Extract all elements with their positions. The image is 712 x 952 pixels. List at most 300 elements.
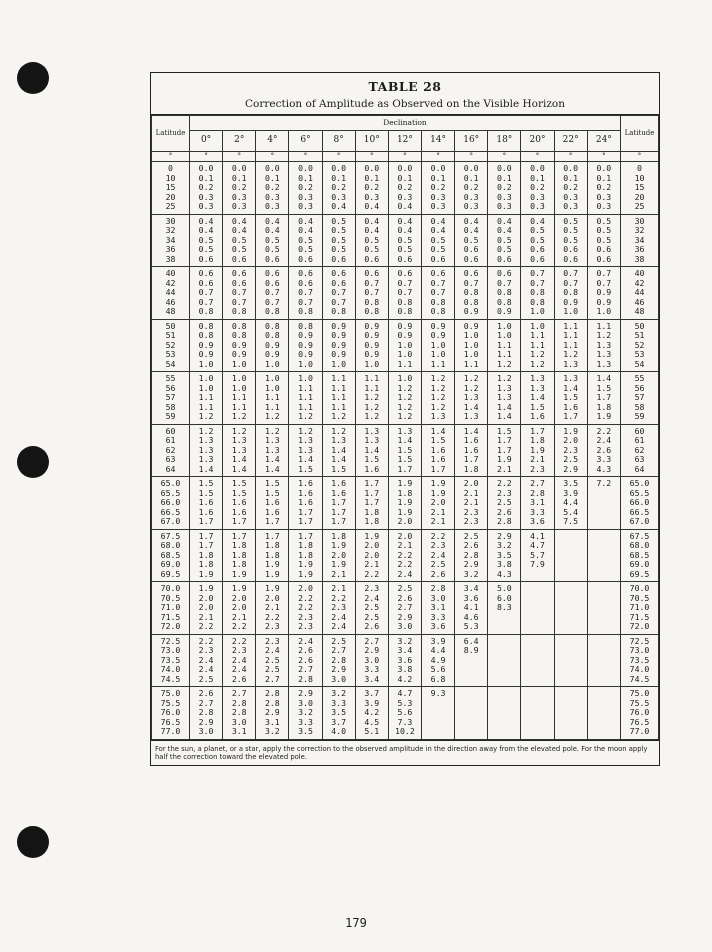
degree-mark: ° <box>421 152 454 162</box>
correction-cell-line: 0.2 <box>563 182 579 192</box>
correction-cell-line: 1.2 <box>430 392 446 402</box>
correction-cell <box>289 529 322 582</box>
correction-cell-line: 0.6 <box>331 277 347 288</box>
correction-cell <box>455 424 488 477</box>
correction-cell-line: 0.2 <box>430 182 446 192</box>
correction-cell-line: 0.7 <box>397 277 413 288</box>
correction-cell-line: 1.0 <box>231 358 247 369</box>
correction-cell-line: 1.5 <box>198 487 214 498</box>
latitude-cell-line: 66.5 <box>160 506 181 517</box>
latitude-cell <box>152 582 190 635</box>
latitude-cell-right-line: 0 <box>637 163 642 173</box>
correction-cell <box>388 319 421 372</box>
correction-cell-line: 2.6 <box>596 444 612 455</box>
correction-cell-line: 2.0 <box>298 583 313 593</box>
correction-cell <box>455 319 488 372</box>
correction-cell-line: 0.8 <box>298 320 313 331</box>
correction-cell-line: 1.4 <box>397 435 413 445</box>
correction-cell-line <box>555 622 587 632</box>
correction-cell-line: 0.3 <box>563 191 579 202</box>
table-row-group <box>152 477 659 530</box>
correction-cell-line: 2.1 <box>430 506 446 517</box>
correction-cell-line: 0.4 <box>231 215 247 226</box>
correction-cell-line: 1.9 <box>231 568 247 579</box>
correction-cell-line: 2.5 <box>198 673 214 684</box>
correction-cell <box>587 582 620 635</box>
correction-cell <box>587 372 620 425</box>
correction-cell-line: 1.1 <box>298 401 313 412</box>
correction-cell <box>223 372 256 425</box>
correction-cell-line: 1.7 <box>364 497 380 507</box>
correction-cell-line: 0.7 <box>463 277 479 288</box>
correction-cell-line: 0.8 <box>231 306 247 316</box>
correction-cell <box>256 267 289 320</box>
correction-cell-line: 2.0 <box>430 497 446 507</box>
latitude-cell-right-line: 48 <box>634 306 645 316</box>
correction-cell-line: 1.2 <box>397 411 413 421</box>
latitude-cell-right-line: 62 <box>634 444 645 455</box>
correction-cell-line: 1.1 <box>397 358 413 369</box>
correction-cell-line: 0.6 <box>198 268 214 278</box>
correction-cell-line: 2.2 <box>298 602 313 612</box>
correction-cell-line: 1.9 <box>198 583 214 593</box>
correction-cell <box>289 267 322 320</box>
correction-cell-line: 7.3 <box>397 716 413 727</box>
correction-cell-line: 0.5 <box>331 234 347 245</box>
correction-cell-line: 1.2 <box>364 401 380 412</box>
correction-cell-line: 1.3 <box>530 382 545 393</box>
correction-cell-line: 0.8 <box>298 306 313 316</box>
correction-cell-line: 2.3 <box>298 611 313 622</box>
table-row-group <box>152 319 659 372</box>
correction-cell-line: 3.7 <box>331 716 347 727</box>
correction-cell-line: 1.4 <box>264 463 280 474</box>
latitude-cell-right-line: 44 <box>634 287 645 297</box>
correction-cell-line: 1.3 <box>397 425 413 436</box>
correction-cell <box>587 529 620 582</box>
correction-cell-line: 1.7 <box>264 516 280 526</box>
latitude-cell-right-line: 73.0 <box>629 645 650 655</box>
correction-cell-line: 1.7 <box>198 540 214 550</box>
latitude-cell-line: 73.0 <box>160 645 181 655</box>
correction-cell-line: 2.4 <box>264 645 280 655</box>
correction-cell-line: 0.6 <box>231 268 247 278</box>
correction-cell-line: 4.3 <box>496 568 512 579</box>
correction-cell-line: 0.5 <box>596 215 612 226</box>
correction-cell-line: 2.2 <box>596 425 612 436</box>
degree-mark: ° <box>621 152 659 162</box>
correction-cell-line: 0.5 <box>430 244 446 254</box>
latitude-cell-line: 75.0 <box>160 688 181 698</box>
correction-cell-line: 0.3 <box>463 191 479 202</box>
latitude-cell-line: 32 <box>165 225 176 235</box>
correction-cell <box>355 267 388 320</box>
correction-cell-line: 1.7 <box>331 506 347 517</box>
correction-cell-line: 3.2 <box>397 635 413 646</box>
correction-cell-line: 1.9 <box>596 411 612 421</box>
correction-cell-line: 2.3 <box>430 540 446 550</box>
correction-cell-line: 2.7 <box>364 635 380 646</box>
correction-cell <box>289 687 322 740</box>
correction-cell <box>554 477 587 530</box>
correction-cell-line: 3.3 <box>530 506 545 517</box>
correction-cell <box>223 424 256 477</box>
correction-cell <box>587 634 620 687</box>
correction-cell-line: 1.1 <box>331 401 347 412</box>
correction-cell-line: 3.3 <box>331 697 347 708</box>
correction-cell-line: 1.8 <box>264 549 280 560</box>
latitude-cell-right-line: 15 <box>634 182 645 192</box>
correction-cell-line: 0.4 <box>397 215 413 226</box>
correction-cell <box>322 529 355 582</box>
latitude-cell-line: 72.5 <box>160 635 181 646</box>
correction-cell-line: 1.7 <box>231 530 247 541</box>
correction-cell-line: 1.1 <box>530 339 545 350</box>
correction-cell-line: 1.3 <box>264 435 280 445</box>
correction-cell-line: 2.2 <box>231 621 247 631</box>
correction-cell-line: 1.0 <box>264 373 280 383</box>
correction-cell-line: 0.5 <box>264 244 280 254</box>
degree-mark: ° <box>455 152 488 162</box>
correction-cell-line: 3.4 <box>463 583 479 593</box>
correction-cell-line: 2.7 <box>331 645 347 655</box>
correction-cell-line: 1.8 <box>397 487 413 498</box>
correction-cell-line: 0.3 <box>198 201 214 211</box>
correction-cell <box>190 424 223 477</box>
table-row-group <box>152 267 659 320</box>
latitude-cell-line: 58 <box>165 401 176 412</box>
table-subtitle: Correction of Amplitude as Observed on the Visible Horizon <box>245 98 565 110</box>
latitude-cell-right <box>621 582 659 635</box>
correction-cell-line: 0.6 <box>331 253 347 264</box>
correction-cell-line: 1.8 <box>198 559 214 569</box>
correction-cell-line: 1.1 <box>298 392 313 402</box>
latitude-cell-right-line: 30 <box>634 215 645 226</box>
correction-cell-line: 1.9 <box>264 559 280 569</box>
correction-cell-line: 1.1 <box>530 330 545 340</box>
declination-column-header: 8° <box>322 131 355 152</box>
binder-hole-top <box>17 62 49 94</box>
correction-cell-line: 3.2 <box>264 726 280 736</box>
correction-cell-line: 0.7 <box>430 287 446 297</box>
correction-cell-line: 0.5 <box>496 234 512 245</box>
correction-cell-line: 0.2 <box>331 182 347 192</box>
latitude-cell-line: 76.0 <box>160 707 181 717</box>
correction-cell-line <box>555 727 587 737</box>
correction-cell-line <box>521 570 553 580</box>
latitude-cell-right <box>621 372 659 425</box>
latitude-cell-right-line: 74.0 <box>629 664 650 674</box>
correction-cell-line: 0.1 <box>563 172 579 183</box>
correction-cell <box>289 162 322 215</box>
correction-cell-line: 1.2 <box>198 411 214 421</box>
correction-cell-line: 0.9 <box>364 339 380 350</box>
correction-cell-line: 1.4 <box>298 454 313 464</box>
correction-cell-line: 2.4 <box>596 435 612 445</box>
correction-cell-line <box>521 675 553 685</box>
correction-cell-line: 1.0 <box>563 306 579 316</box>
correction-cell <box>289 214 322 267</box>
correction-cell-line: 1.6 <box>430 444 446 455</box>
table-row-group <box>152 214 659 267</box>
correction-cell-line: 0.5 <box>298 244 313 254</box>
correction-cell-line: 0.2 <box>530 182 545 192</box>
correction-cell-line: 1.0 <box>496 320 512 331</box>
latitude-cell-right-line: 32 <box>634 225 645 235</box>
correction-cell <box>421 582 454 635</box>
correction-cell-line: 0.9 <box>563 296 579 307</box>
correction-cell-line: 2.3 <box>264 635 280 646</box>
footnote: For the sun, a planet, or a star, apply the correction to the observed amplitude in the direction away from the elevated pole. For the moon apply half the correction toward the elevated pole. <box>151 740 659 765</box>
correction-cell-line: 0.3 <box>430 201 446 211</box>
latitude-cell-line: 40 <box>165 268 176 278</box>
correction-cell-line: 1.5 <box>264 487 280 498</box>
correction-cell-line: 1.9 <box>264 583 280 593</box>
correction-cell-line: 2.8 <box>530 487 545 498</box>
latitude-cell-right <box>621 477 659 530</box>
correction-cell-line: 2.4 <box>331 611 347 622</box>
correction-cell-line: 1.2 <box>231 411 247 421</box>
correction-cell-line: 0.1 <box>463 172 479 183</box>
degree-mark: ° <box>152 152 190 162</box>
correction-cell-line: 2.0 <box>264 592 280 603</box>
correction-cell-line: 0.5 <box>364 234 380 245</box>
correction-cell-line: 1.7 <box>264 530 280 541</box>
correction-cell-line: 2.3 <box>563 444 579 455</box>
latitude-cell-right-line: 34 <box>634 234 645 245</box>
correction-cell-line: 1.5 <box>397 454 413 464</box>
correction-cell-line: 1.1 <box>496 349 512 359</box>
correction-cell <box>256 529 289 582</box>
latitude-cell-line: 69.0 <box>160 559 181 569</box>
correction-cell-line: 0.4 <box>264 215 280 226</box>
latitude-cell-right <box>621 424 659 477</box>
correction-cell-line: 1.0 <box>397 339 413 350</box>
correction-cell-line: 1.7 <box>364 478 380 488</box>
correction-cell <box>289 372 322 425</box>
correction-cell-line: 3.0 <box>231 716 247 727</box>
correction-cell-line: 0.3 <box>298 201 313 211</box>
correction-cell-line: 0.7 <box>264 296 280 307</box>
correction-cell-line: 2.8 <box>430 583 446 593</box>
correction-cell-line: 0.8 <box>430 306 446 316</box>
correction-cell-line: 0.5 <box>463 234 479 245</box>
correction-cell-line: 2.0 <box>231 602 247 612</box>
correction-cell <box>421 424 454 477</box>
correction-cell-line: 2.4 <box>198 654 214 665</box>
correction-cell-line: 1.3 <box>364 425 380 436</box>
latitude-cell-line: 44 <box>165 287 176 297</box>
correction-cell-line: 0.9 <box>496 306 512 316</box>
latitude-cell-line: 71.5 <box>160 611 181 622</box>
latitude-cell-line: 15 <box>165 182 176 192</box>
correction-cell-line: 0.1 <box>430 172 446 183</box>
latitude-cell-line: 54 <box>165 358 176 369</box>
correction-cell-line: 1.8 <box>596 401 612 412</box>
correction-cell-line: 0.5 <box>198 244 214 254</box>
correction-cell-line: 0.7 <box>364 277 380 288</box>
correction-cell-line: 3.1 <box>231 726 247 736</box>
correction-cell-line: 1.2 <box>331 411 347 421</box>
correction-cell-line: 4.1 <box>463 602 479 612</box>
latitude-cell <box>152 634 190 687</box>
correction-cell <box>388 529 421 582</box>
declination-column-header: 12° <box>388 131 421 152</box>
table-row-group <box>152 687 659 740</box>
correction-cell-line: 0.9 <box>331 330 347 340</box>
correction-cell <box>289 477 322 530</box>
correction-cell-line <box>455 675 487 685</box>
correction-cell-line: 0.8 <box>430 296 446 307</box>
correction-cell-line: 2.5 <box>397 583 413 593</box>
correction-cell-line: 0.0 <box>264 163 280 173</box>
correction-cell-line: 0.2 <box>264 182 280 192</box>
latitude-cell-right-line: 67.5 <box>629 530 650 541</box>
correction-cell-line: 0.0 <box>231 163 247 173</box>
correction-cell-line: 9.3 <box>430 688 446 698</box>
correction-cell-line: 1.1 <box>198 392 214 402</box>
correction-cell-line: 2.1 <box>430 516 446 526</box>
correction-cell-line: 1.0 <box>198 358 214 369</box>
degree-mark: ° <box>521 152 554 162</box>
correction-cell <box>521 162 554 215</box>
correction-cell-line: 1.4 <box>496 401 512 412</box>
correction-cell-line: 0.0 <box>430 163 446 173</box>
table-title: TABLE 28 <box>368 79 442 94</box>
correction-cell-line: 0.0 <box>496 163 512 173</box>
latitude-cell-line: 55 <box>165 373 176 383</box>
degree-mark: ° <box>289 152 322 162</box>
correction-cell-line: 1.8 <box>298 540 313 550</box>
correction-cell-line: 7.5 <box>563 516 579 526</box>
latitude-cell-right-line: 61 <box>634 435 645 445</box>
correction-cell <box>488 162 521 215</box>
latitude-cell-right-line: 56 <box>634 382 645 393</box>
correction-cell-line: 1.5 <box>264 478 280 488</box>
correction-cell-line: 1.1 <box>264 392 280 402</box>
correction-cell-line: 4.9 <box>430 654 446 665</box>
correction-cell-line: 1.3 <box>364 435 380 445</box>
declination-header: Declination <box>190 116 621 131</box>
correction-cell-line: 1.9 <box>563 425 579 436</box>
correction-cell-line: 1.2 <box>530 358 545 369</box>
correction-cell-line: 1.8 <box>463 463 479 474</box>
latitude-cell-right-line: 57 <box>634 392 645 402</box>
correction-cell-line: 0.8 <box>496 296 512 307</box>
correction-cell-line: 2.0 <box>397 516 413 526</box>
correction-cell-line: 1.9 <box>264 568 280 579</box>
latitude-cell <box>152 162 190 215</box>
correction-cell-line: 1.9 <box>430 487 446 498</box>
correction-cell-line: 1.0 <box>298 373 313 383</box>
correction-cell-line: 2.4 <box>331 621 347 631</box>
correction-cell-line: 1.1 <box>364 373 380 383</box>
correction-cell-line: 2.5 <box>463 530 479 541</box>
correction-cell <box>256 372 289 425</box>
correction-cell-line: 0.2 <box>463 182 479 192</box>
correction-cell-line: 2.5 <box>264 664 280 674</box>
table-row-group <box>152 372 659 425</box>
correction-cell-line: 3.8 <box>496 559 512 569</box>
correction-cell-line: 4.2 <box>397 673 413 684</box>
correction-cell-line: 0.6 <box>463 268 479 278</box>
correction-cell <box>421 372 454 425</box>
latitude-cell-right-line: 46 <box>634 296 645 307</box>
correction-cell-line: 0.6 <box>530 253 545 264</box>
latitude-cell-right-line: 42 <box>634 277 645 288</box>
correction-cell-line: 1.5 <box>198 478 214 488</box>
correction-cell-line: 3.5 <box>563 478 579 488</box>
correction-cell-line: 0.6 <box>563 244 579 254</box>
correction-cell-line: 0.3 <box>264 191 280 202</box>
latitude-cell-line: 51 <box>165 330 176 340</box>
correction-cell-line: 0.7 <box>563 277 579 288</box>
correction-cell <box>388 582 421 635</box>
correction-cell-line: 1.2 <box>397 401 413 412</box>
latitude-cell-right-line: 69.5 <box>629 568 650 579</box>
correction-cell <box>521 267 554 320</box>
correction-cell-line: 0.6 <box>397 253 413 264</box>
correction-cell-line: 0.3 <box>530 201 545 211</box>
latitude-cell-line: 25 <box>165 201 176 211</box>
correction-cell-line: 1.0 <box>198 373 214 383</box>
correction-cell-line: 0.5 <box>198 234 214 245</box>
correction-cell-line: 1.6 <box>463 444 479 455</box>
correction-cell-line: 3.1 <box>430 602 446 612</box>
table-page <box>150 72 660 766</box>
correction-cell-line: 0.9 <box>298 339 313 350</box>
correction-cell-line: 1.3 <box>463 392 479 402</box>
correction-cell-line: 0.8 <box>198 320 214 331</box>
correction-cell-line: 0.3 <box>496 201 512 211</box>
correction-cell-line: 2.2 <box>397 549 413 560</box>
latitude-cell-line: 74.5 <box>160 673 181 684</box>
latitude-cell-right <box>621 634 659 687</box>
correction-cell-line: 1.2 <box>264 411 280 421</box>
correction-cell-line: 2.9 <box>298 688 313 698</box>
correction-cell <box>388 477 421 530</box>
correction-cell-line: 1.4 <box>596 373 612 383</box>
correction-cell-line: 2.5 <box>430 559 446 569</box>
latitude-cell-right-line: 65.5 <box>629 487 650 498</box>
correction-cell-line: 2.8 <box>331 654 347 665</box>
correction-cell-line: 2.1 <box>198 611 214 622</box>
correction-cell-line: 0.9 <box>264 339 280 350</box>
correction-cell-line: 2.7 <box>298 664 313 674</box>
correction-cell-line: 0.7 <box>430 277 446 288</box>
correction-cell-line: 0.5 <box>397 234 413 245</box>
correction-cell-line: 2.6 <box>496 506 512 517</box>
latitude-cell-right-line: 66.5 <box>629 506 650 517</box>
latitude-cell-line: 67.0 <box>160 516 181 526</box>
correction-cell-line: 0.9 <box>198 339 214 350</box>
correction-cell-line: 0.1 <box>198 172 214 183</box>
correction-cell-line: 0.5 <box>264 234 280 245</box>
correction-cell <box>190 529 223 582</box>
correction-cell-line: 0.5 <box>563 215 579 226</box>
correction-cell <box>190 687 223 740</box>
latitude-cell <box>152 477 190 530</box>
correction-cell-line: 0.8 <box>331 306 347 316</box>
correction-cell-line: 2.3 <box>530 463 545 474</box>
correction-cell <box>223 634 256 687</box>
correction-cell-line: 1.2 <box>496 373 512 383</box>
correction-cell <box>554 319 587 372</box>
correction-cell-line: 0.6 <box>331 268 347 278</box>
correction-cell-line: 0.4 <box>430 225 446 235</box>
correction-cell-line: 0.6 <box>264 277 280 288</box>
correction-cell <box>554 687 587 740</box>
